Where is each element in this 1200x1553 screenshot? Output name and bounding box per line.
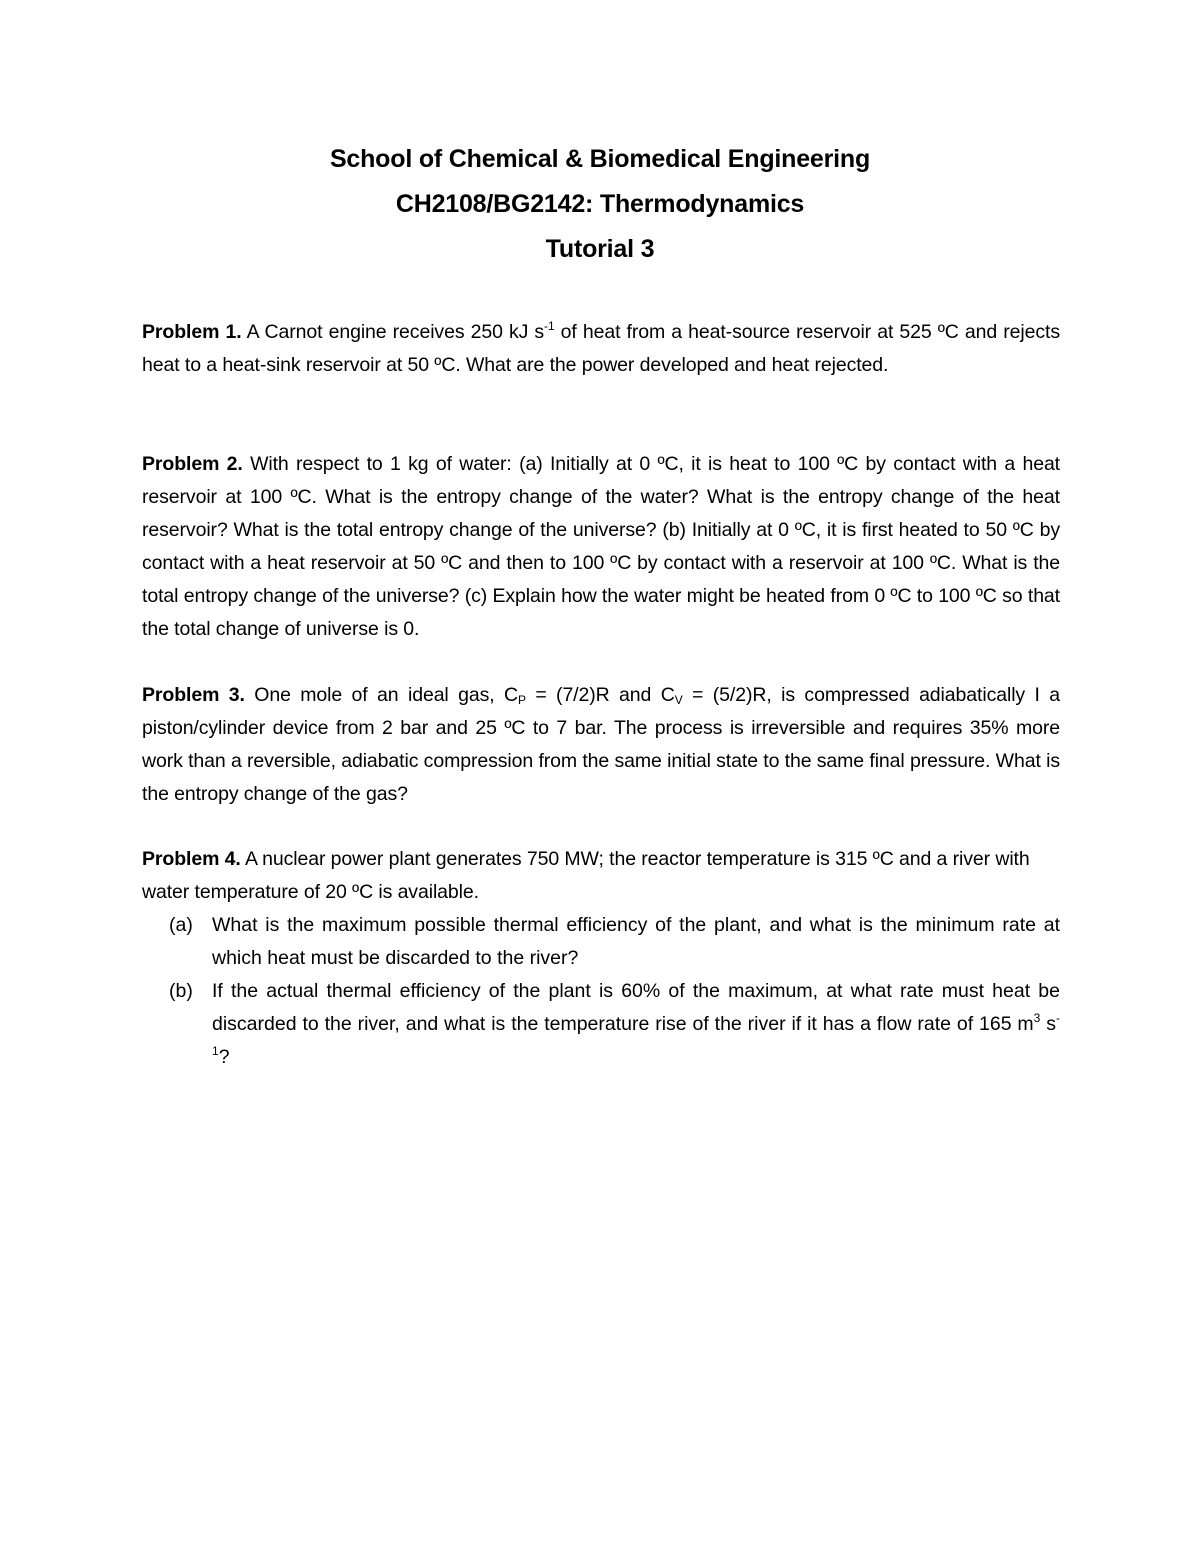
problem-3-text-a: One mole of an ideal gas, C bbox=[244, 684, 518, 706]
problem-3-sub-p: P bbox=[517, 693, 526, 707]
problem-4-part-a bbox=[142, 909, 1060, 975]
part-b-sup-minus1: -1 bbox=[212, 1011, 1060, 1058]
problem-4-text: A nuclear power plant generates 750 MW; the reactor temperature is 315 ºC and a river with water temperature of 20 ºC is available. bbox=[142, 848, 1030, 903]
part-b-text-b: s bbox=[1040, 1013, 1056, 1035]
problem-4-label: Problem 4. bbox=[142, 848, 241, 870]
part-b-sup-3: 3 bbox=[1033, 1011, 1041, 1025]
problem-4-part-b bbox=[142, 975, 1060, 1074]
part-a-text: What is the maximum possible thermal efficiency of the plant, and what is the minimum rate at which heat must be discarded to the river? bbox=[212, 914, 1060, 969]
problem-2-text: With respect to 1 kg of water: (a) Initially at 0 ºC, it is heat to 100 ºC by contact with a heat reservoir at 100 ºC. What is the entropy change of the water? What is the entropy change of the heat reservoir? What is the total entropy change of the universe? (b) Initially at 0 ºC, it is first heated to 50 ºC by contact with a heat reservoir at 50 ºC and then to 100 ºC by contact with a reservoir at 100 ºC. What is the total entropy change of the universe? (c) Explain how the water might be heated from 0 ºC to 100 ºC so that the total change of universe is 0. bbox=[142, 453, 1061, 640]
course-title: CH2108/BG2142: Thermodynamics bbox=[395, 190, 805, 218]
problem-3 bbox=[142, 679, 1060, 811]
problem-1 bbox=[142, 316, 1060, 382]
problem-2 bbox=[142, 448, 1060, 646]
problem-3-sub-v: V bbox=[674, 693, 683, 707]
list-item bbox=[142, 909, 1060, 975]
problem-4 bbox=[142, 843, 1060, 909]
list-item bbox=[142, 975, 1060, 1074]
problem-2-label: Problem 2. bbox=[142, 453, 243, 475]
part-a-marker: (a) bbox=[169, 914, 193, 936]
problem-1-sup: -1 bbox=[544, 319, 555, 333]
problem-1-text-b: of heat from a heat-source reservoir at 525 ºC and rejects heat to a heat-sink reservoir at 50 ºC. What are the power developed and heat rejected. bbox=[142, 321, 1060, 376]
part-b-text-c: ? bbox=[218, 1046, 230, 1068]
problem-1-label: Problem 1. bbox=[142, 321, 242, 343]
problem-3-text-b: = (7/2)R and C bbox=[525, 684, 675, 706]
part-b-text-a: If the actual thermal efficiency of the plant is 60% of the maximum, at what rate must heat be discarded to the river, and what is the temperature rise of the river if it has a flow rate of 165 m bbox=[212, 980, 1060, 1035]
problem-3-text-c: = (5/2)R, is compressed adiabatically I a piston/cylinder device from 2 bar and 25 ºC to 7 bar. The process is irreversible and requires 35% more work than a reversible, adiabatic compression from the same initial state to the same final pressure. What is the entropy change of the gas? bbox=[142, 684, 1061, 805]
tutorial-title: Tutorial 3 bbox=[545, 235, 655, 263]
school-title: School of Chemical & Biomedical Engineering bbox=[329, 145, 871, 173]
problem-1-text-a: A Carnot engine receives 250 kJ s bbox=[241, 321, 545, 343]
part-b-marker: (b) bbox=[169, 980, 193, 1002]
problem-3-label: Problem 3. bbox=[142, 684, 245, 706]
